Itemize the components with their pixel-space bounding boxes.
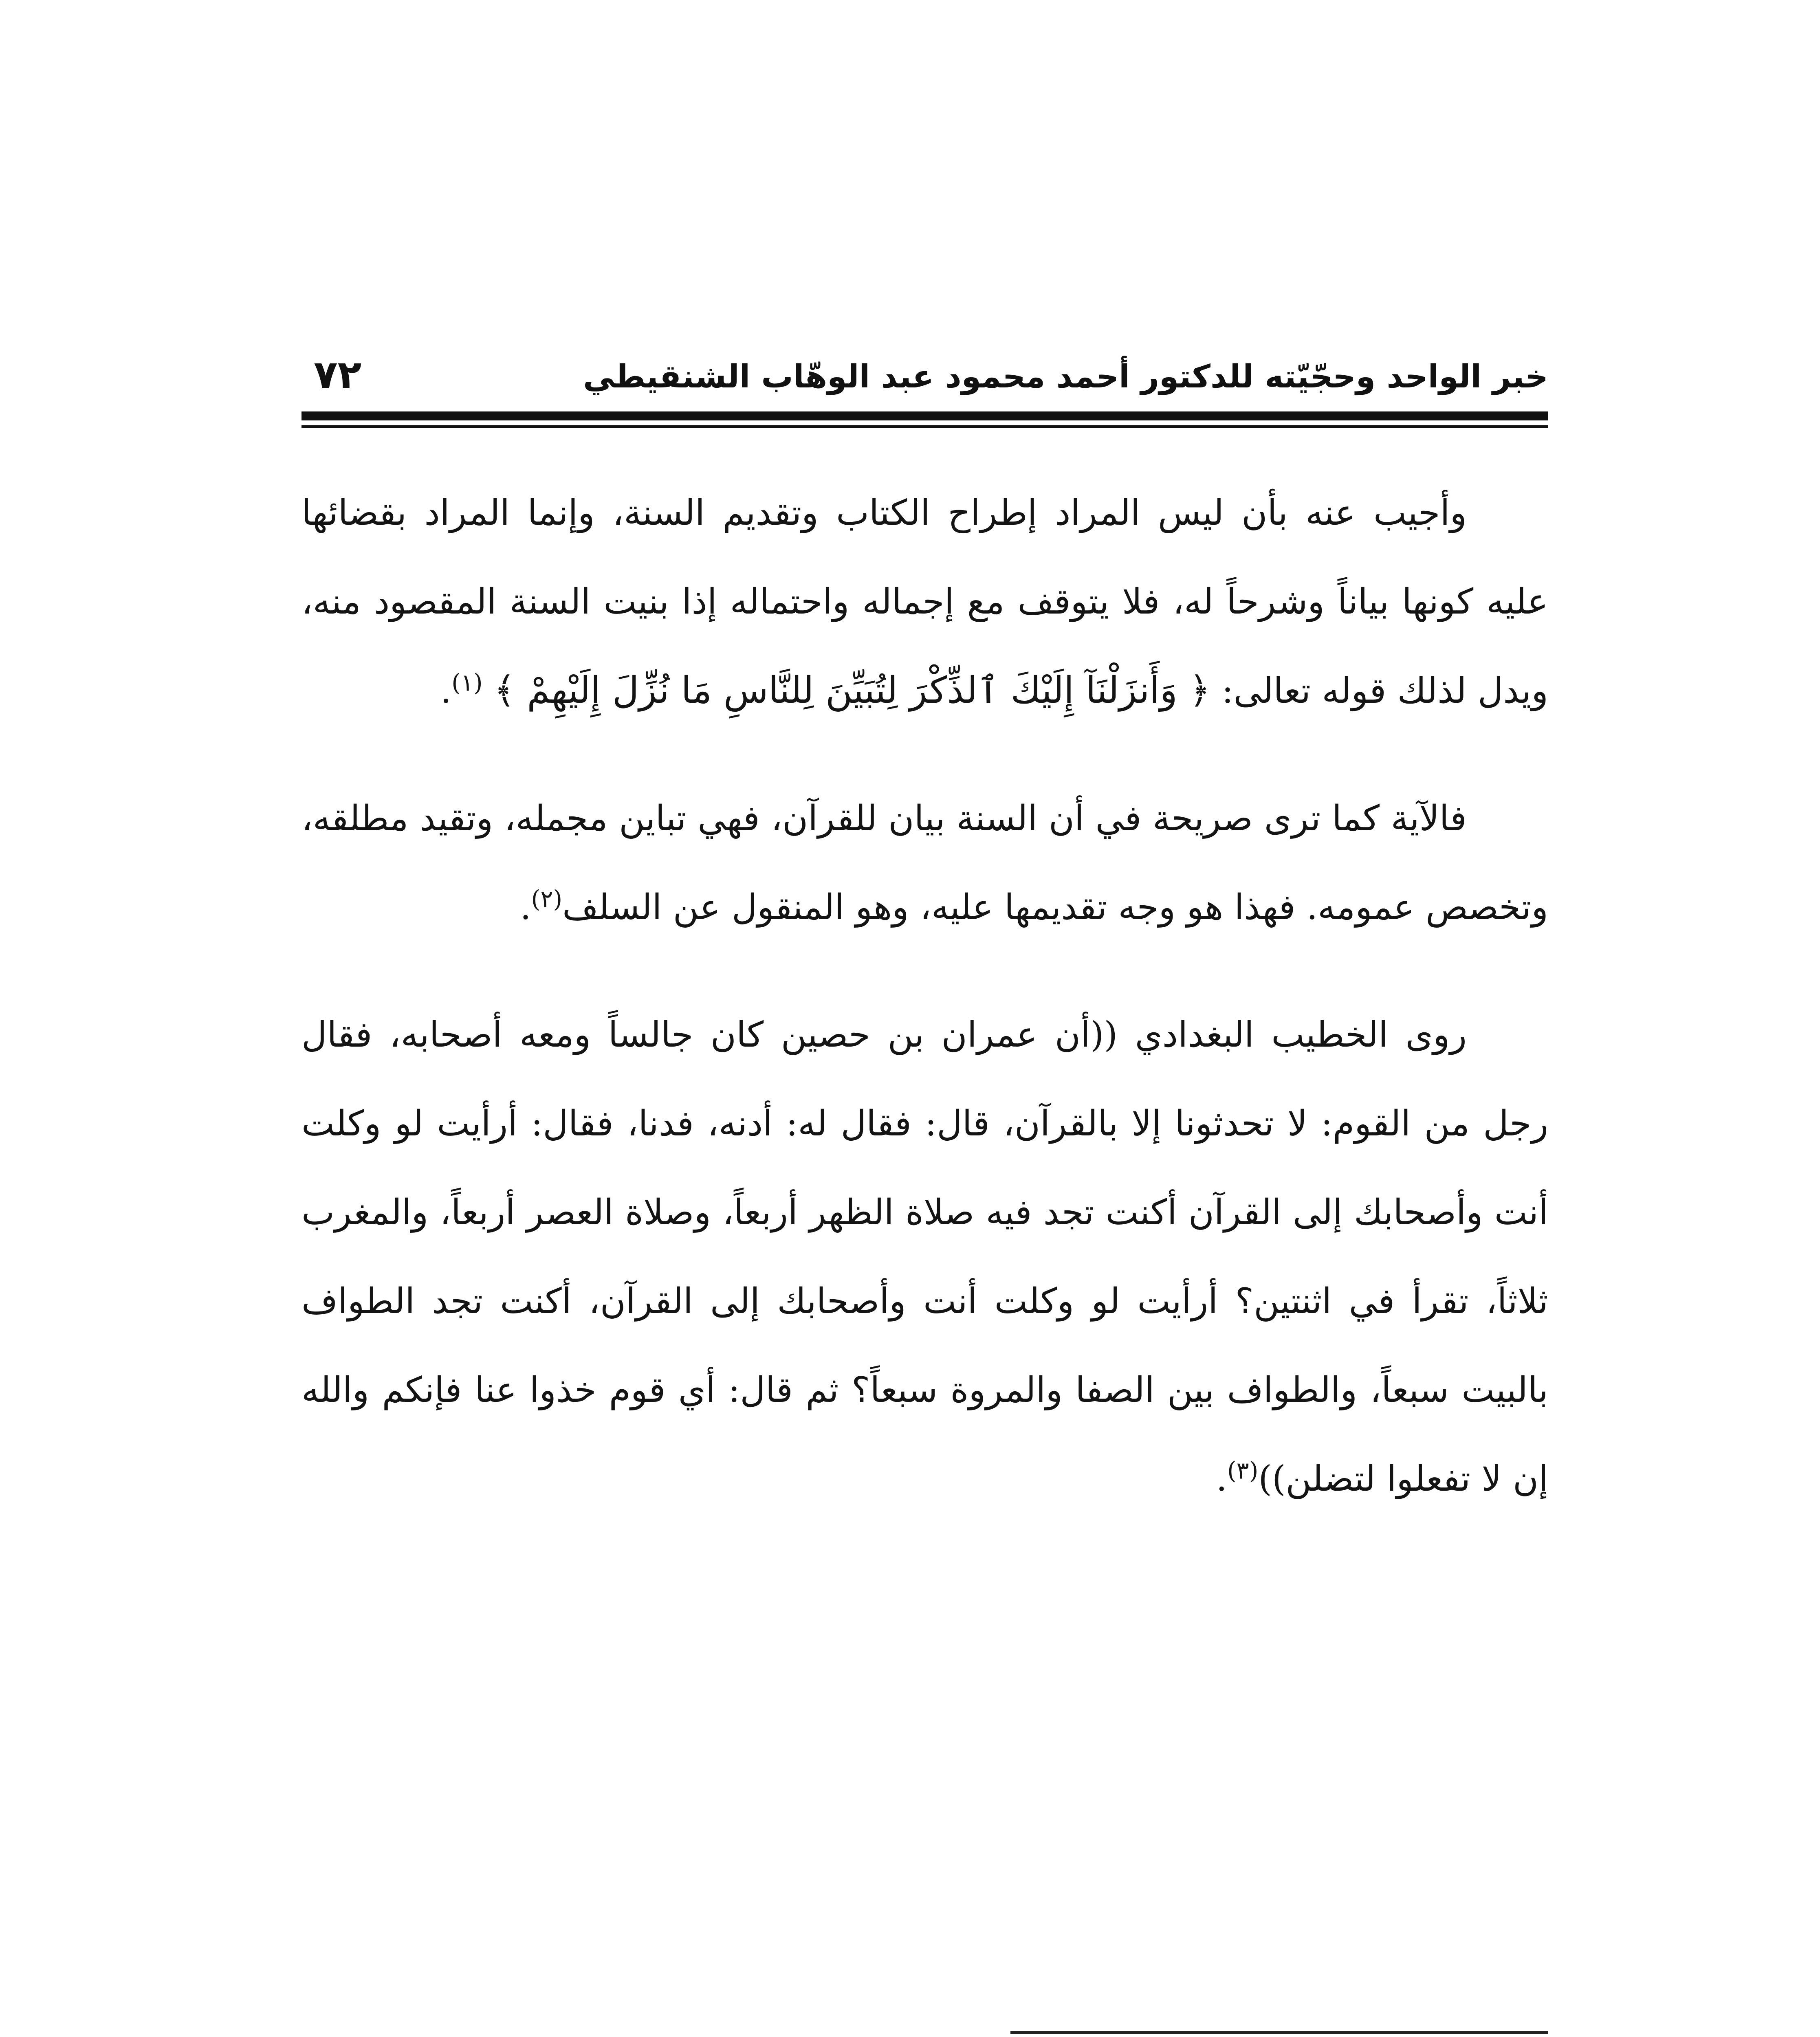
paragraph-3-end: . — [1216, 1458, 1227, 1499]
paragraph-1-end: . — [440, 671, 452, 711]
paragraph-2-text: فالآية كما ترى صريحة في أن السنة بيان للقرآن، فهي تباين مجمله، وتقيد مطلقه، وتخصص عمومه. فهذا هو وجه تقديمها عليه، وهو المنقول عن السلف — [301, 798, 1548, 928]
header-rule-thick — [301, 411, 1548, 420]
footnote-ref-1: (١) — [451, 669, 483, 697]
paragraph-1-text: وأجيب عنه بأن ليس المراد إطراح الكتاب وتقديم السنة، وإنما المراد بقضائها عليه كونها بياناً وشرحاً له، فلا يتوقف مع إجماله واحتماله إذا بنيت السنة المقصود منه، ويدل لذلك قوله تعالى: — [301, 493, 1548, 711]
header-title: خبر الواحد وحجّيّته للدكتور أحمد محمود عبد الوهّاب الشنقيطي — [583, 359, 1548, 395]
footnote-ref-2: (٢) — [531, 885, 563, 913]
paragraph-3-text: روى الخطيب البغدادي ((أن عمران بن حصين كان جالساً ومعه أصحابه، فقال رجل من القوم: لا تحدثونا إلا بالقرآن، قال: فقال له: أدنه، فدنا، فقال: أرأيت لو وكلت أنت وأصحابك إلى القرآن أكنت تجد فيه صلاة الظهر أربعاً، وصلاة العصر أربعاً، والمغرب ثلاثاً، تقرأ في اثنتين؟ أرأيت لو وكلت أنت وأصحابك إلى القرآن، أكنت تجد الطواف بالبيت سبعاً، والطواف بين الصفا والمروة سبعاً؟ ثم قال: أي قوم خذوا عنا فإنكم والله إن لا تفعلوا لتضلن)) — [301, 1014, 1548, 1499]
paragraph-2 — [301, 774, 1548, 952]
footnote-separator — [1010, 2031, 1548, 2034]
paragraph-2-end: . — [520, 887, 531, 928]
paragraph-3 — [301, 990, 1548, 1523]
header-rule-thin — [301, 425, 1548, 428]
footnote-ref-3: (٣) — [1227, 1456, 1259, 1485]
quran-verse: ﴿ وَأَنزَلْنَآ إِلَيْكَ ٱلذِّكْرَ لِتُبَيِّنَ لِلنَّاسِ مَا نُزِّلَ إِلَيْهِمْ ﴾ — [493, 669, 1211, 712]
page-number: ٧٢ — [314, 352, 362, 398]
paragraph-1 — [301, 469, 1548, 735]
running-header — [301, 346, 1548, 407]
main-text — [301, 469, 1548, 1562]
